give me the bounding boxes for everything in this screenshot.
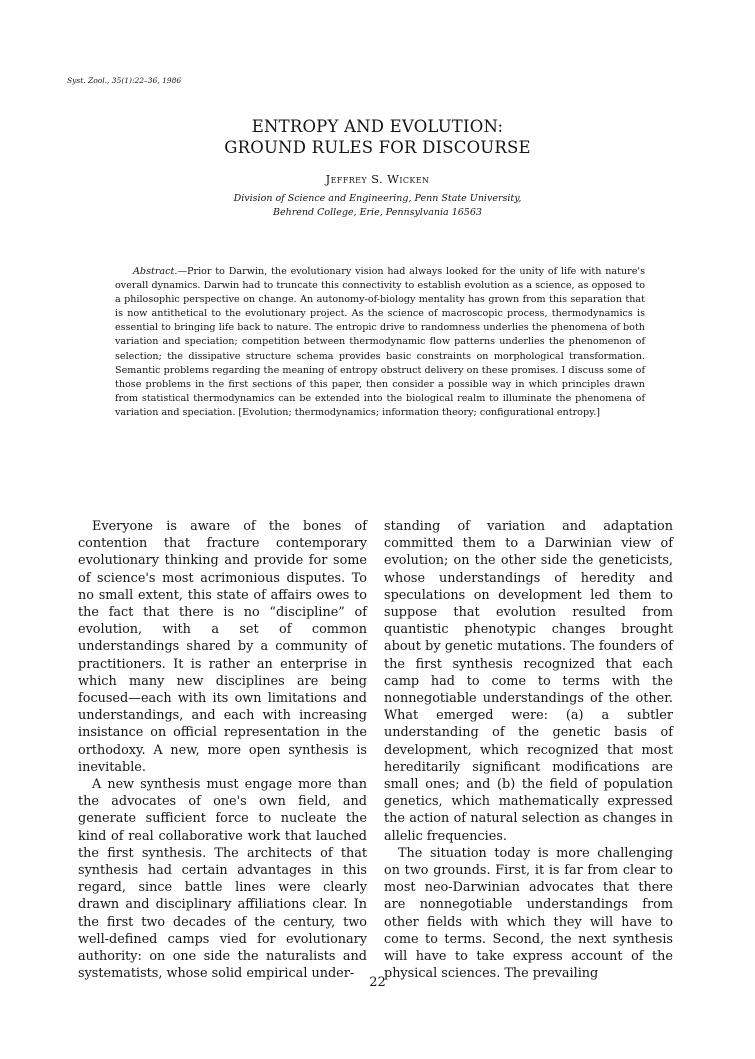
body-column-right	[384, 518, 673, 982]
abstract-label: Abstract.	[133, 266, 178, 277]
article-title	[0, 116, 755, 158]
title-line-1: ENTROPY AND EVOLUTION:	[251, 117, 504, 136]
page-number: 22	[369, 975, 386, 990]
abstract-text: —Prior to Darwin, the evolutionary vision had always looked for the unity of life with nature's overall dynamics. Darwin had to truncate this connectivity to establish evolution as a science, as opposed to a philosophic perspective on change. An autonomy-of-biology mentality has grown from this separation that is now antithetical to the evolutionary project. As the science of macroscopic process, thermodynamics is essential to bringing life back to nature. The entropic drive to randomness underlies the phenomena of both variation and speciation; competition between thermodynamic flow patterns underlies the phenomenon of selection; the dissipative structure schema provides basic constraints on morphological transformation. Semantic problems regarding the meaning of entropy obstruct delivery on these promises. I discuss some of those problems in the first sections of this paper, then consider a possible way in which principles drawn from statistical thermodynamics can be extended into the biological realm to illuminate the phenomena of variation and speciation. [Evolution; thermodynamics; information theory; configurational entropy.]	[115, 266, 645, 418]
paragraph: Everyone is aware of the bones of contention that fracture contemporary evolutionary thinking and provide for some of science's most acrimonious disputes. To no small extent, this state of affairs owes to the fact that there is no “discipline” of evolution, with a set of common understandings shared by a community of practitioners. It is rather an enterprise in which many new disciplines are being focused—each with its own limitations and understandings, and each with increasing insistance on official representation in the orthodoxy. A new, more open synthesis is inevitable.	[78, 519, 367, 775]
paragraph: A new synthesis must engage more than the advocates of one's own field, and generate sufficient force to nucleate the kind of real collaborative work that lauched the first synthesis. The architects of that synthesis had certain advantages in this regard, since battle lines were clearly drawn and disciplinary affiliations clear. In the first two decades of the century, two well-defined camps vied for evolutionary authority: on one side the naturalists and systematists, whose solid empirical under-	[78, 777, 367, 982]
author-affiliation	[0, 192, 755, 220]
author-name: Jeffrey S. Wicken	[325, 172, 430, 186]
paragraph: The situation today is more challenging on two grounds. First, it is far from clear to most neo-Darwinian advocates that there are nonnegotiable understandings from other fields with which they will have to come to terms. Second, the next synthesis will have to take express account of the physical sciences. The prevailing	[384, 845, 673, 982]
affiliation-line-1: Division of Science and Engineering, Penn State University,	[233, 193, 522, 204]
title-block	[0, 116, 755, 220]
journal-citation: Syst. Zool., 35(1):22–36, 1986	[67, 76, 182, 85]
title-line-2: GROUND RULES FOR DISCOURSE	[224, 138, 531, 157]
paragraph: standing of variation and adaptation committed them to a Darwinian view of evolution; on the other side the geneticists, whose understandings of heredity and speculations on development led them to suppose that evolution resulted from quantistic phenotypic changes brought about by genetic mutations. The founders of the first synthesis recognized that each camp had to come to terms with the nonnegotiable understandings of the other. What emerged were: (a) a subtler understanding of the genetic basis of development, which recognized that most hereditarily significant modifications are small ones; and (b) the field of population genetics, which mathematically expressed the action of natural selection as changes in allelic frequencies.	[384, 519, 673, 844]
affiliation-line-2: Behrend College, Erie, Pennsylvania 16563	[273, 207, 482, 218]
body-column-left	[78, 518, 367, 982]
abstract	[115, 265, 645, 420]
